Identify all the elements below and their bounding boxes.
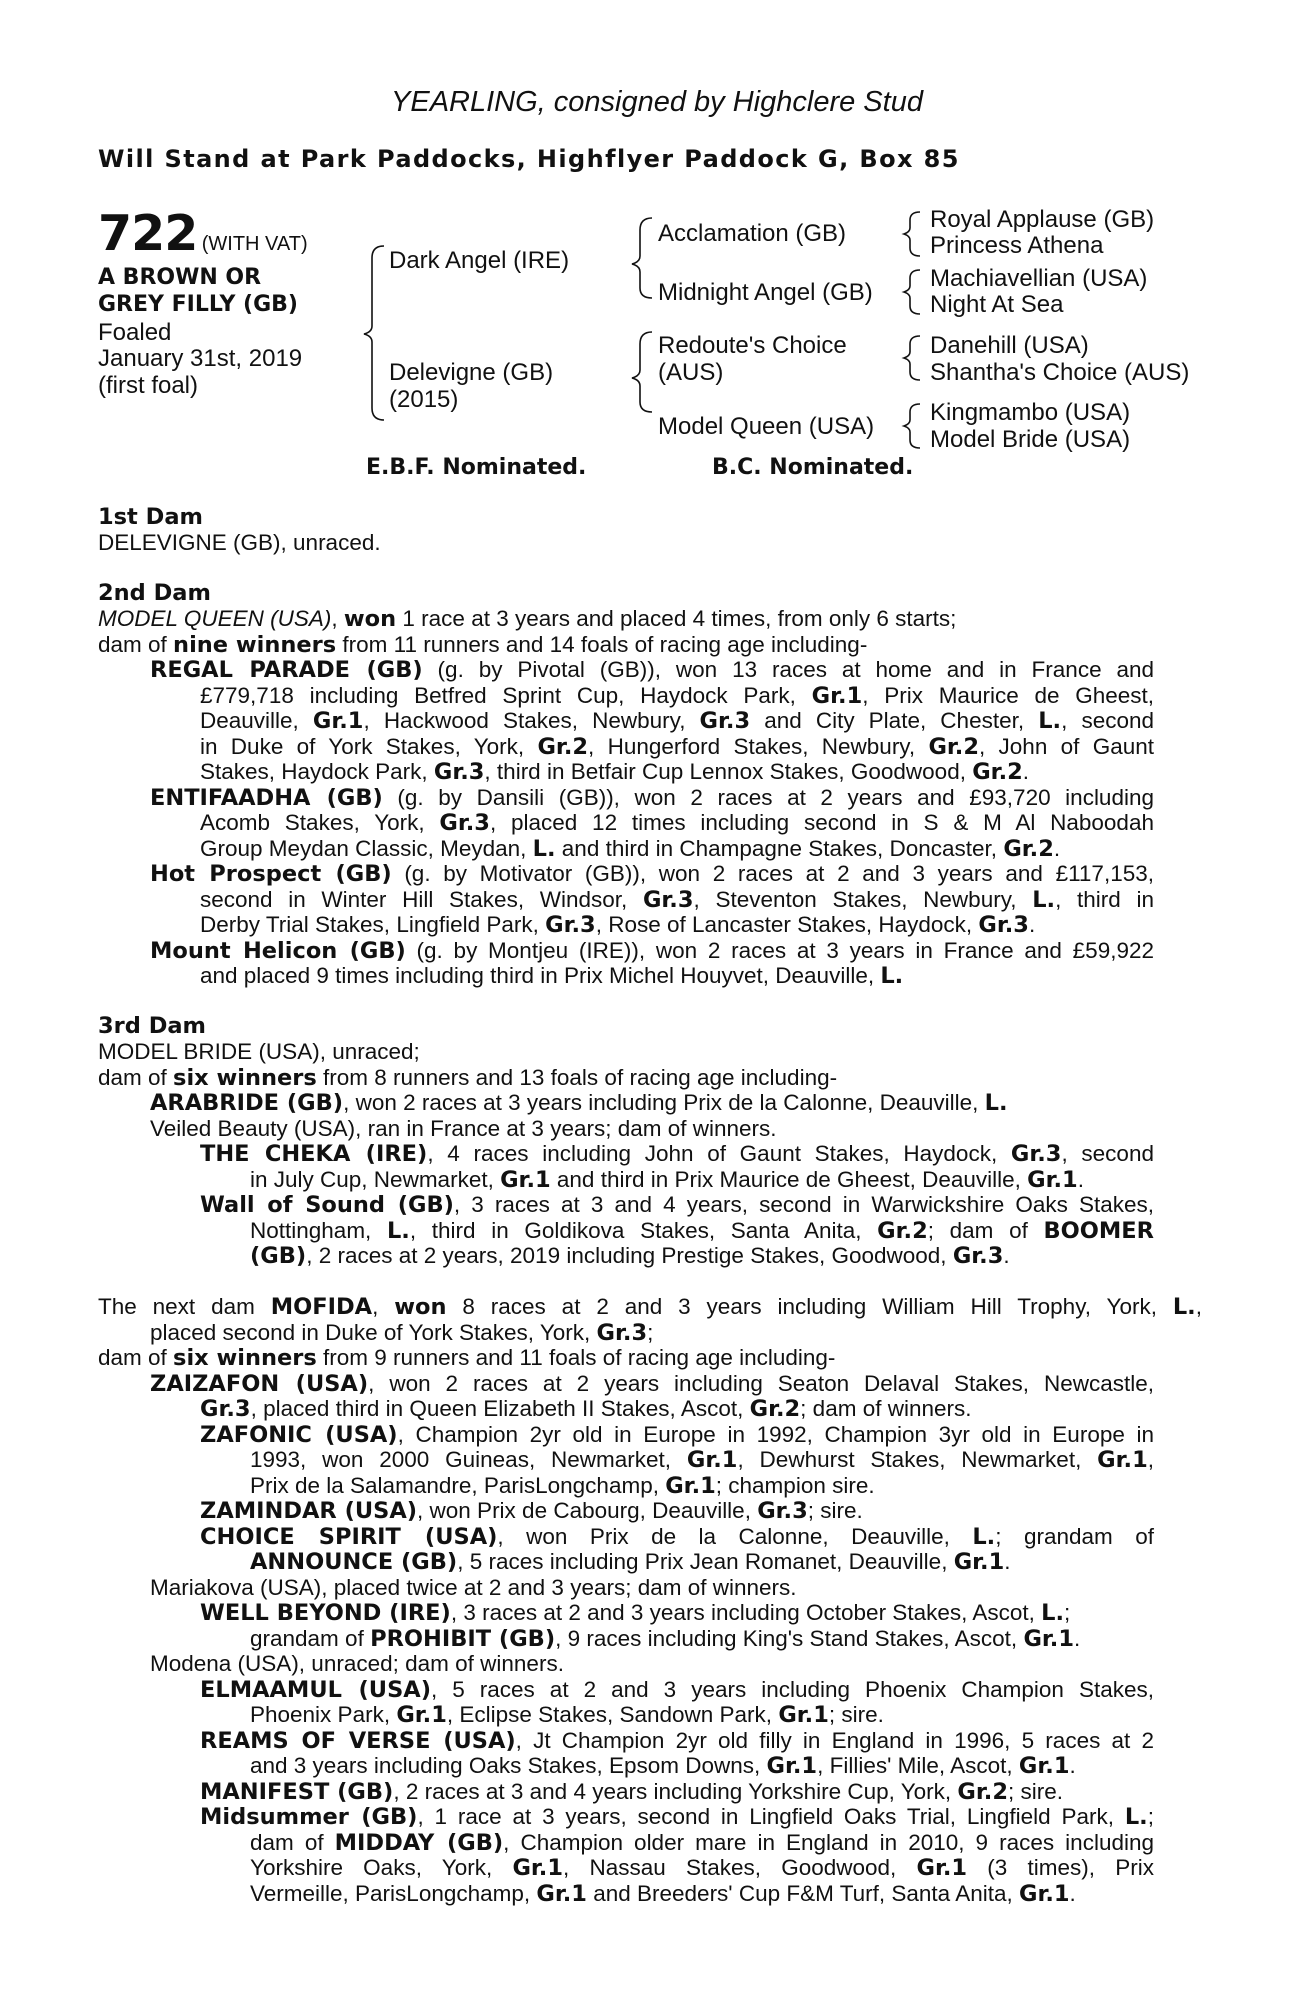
second-dam-line-11: Hot Prospect (GB) (g. by Motivator (GB)), won 2 races at 2 and 3 years and £117,153,	[150, 861, 1154, 887]
next-dam-line-21: Midsummer (GB), 1 race at 3 years, second in Lingfield Oaks Trial, Lingfield Park, L.;	[200, 1804, 1154, 1830]
next-dam-line-4: ZAIZAFON (USA), won 2 races at 2 years including Seaton Delaval Stakes, Newcastle,	[150, 1371, 1155, 1397]
third-dam-line-1: MODEL BRIDE (USA), unraced;	[98, 1039, 420, 1064]
second-dam-heading: 2nd Dam	[98, 580, 211, 606]
dam-sire: Redoute's Choice	[658, 332, 847, 359]
second-dam-line-9: Acomb Stakes, York, Gr.3, placed 12 times including second in S & M Al Naboodah	[200, 810, 1154, 836]
vat-label: (WITH VAT)	[201, 233, 308, 255]
next-dam-line-18: REAMS OF VERSE (USA), Jt Champion 2yr old filly in England in 1996, 5 races at 2	[200, 1728, 1154, 1754]
lot-description-2: GREY FILLY (GB)	[98, 292, 298, 317]
next-dam-line-16: ELMAAMUL (USA), 5 races at 2 and 3 years including Phoenix Champion Stakes,	[200, 1677, 1154, 1703]
next-dam-line-6: ZAFONIC (USA), Champion 2yr old in Europe in 1992, Champion 3yr old in Europe in	[200, 1422, 1154, 1448]
next-dam-line-23: Yorkshire Oaks, York, Gr.1, Nassau Stakes, Goodwood, Gr.1 (3 times), Prix	[250, 1855, 1154, 1881]
second-dam-line-3: REGAL PARADE (GB) (g. by Pivotal (GB)), won 13 races at home and in France and	[150, 657, 1155, 683]
ddd-name: Model Bride (USA)	[930, 426, 1131, 453]
foal-note: (first foal)	[98, 372, 199, 399]
next-dam-line-20: MANIFEST (GB), 2 races at 3 and 4 years including Yorkshire Cup, York, Gr.2; sire.	[200, 1779, 1063, 1805]
next-dam-line-24: Vermeille, ParisLongchamp, Gr.1 and Breeders' Cup F&M Turf, Santa Anita, Gr.1.	[250, 1881, 1076, 1907]
third-dam-line-2: dam of six winners from 8 runners and 13 foals of racing age including-	[98, 1065, 838, 1091]
lot-number: 722	[98, 205, 198, 262]
next-dam-line-10: CHOICE SPIRIT (USA), won Prix de la Calonne, Deauville, L.; grandam of	[200, 1524, 1154, 1550]
next-dam-line-12: Mariakova (USA), placed twice at 2 and 3 years; dam of winners.	[150, 1575, 797, 1600]
catalogue-header: YEARLING, consigned by Highclere Stud	[391, 86, 923, 118]
brace-dd	[904, 404, 920, 448]
brace-ds	[904, 336, 920, 380]
sire-dam: Midnight Angel (GB)	[658, 279, 873, 306]
third-dam-line-4: Veiled Beauty (USA), ran in France at 3 years; dam of winners.	[150, 1116, 777, 1141]
next-dam-line-2: placed second in Duke of York Stakes, York, Gr.3;	[150, 1320, 654, 1346]
sdd-name: Night At Sea	[930, 291, 1064, 318]
first-dam-heading: 1st Dam	[98, 504, 203, 530]
bc-nominated: B.C. Nominated.	[712, 455, 914, 480]
next-dam-line-5: Gr.3, placed third in Queen Elizabeth II Stakes, Ascot, Gr.2; dam of winners.	[200, 1396, 972, 1422]
second-dam-line-1: MODEL QUEEN (USA), won 1 race at 3 years and placed 4 times, from only 6 starts;	[98, 606, 957, 632]
sss-name: Royal Applause (GB)	[930, 206, 1155, 233]
brace-dam	[632, 332, 652, 412]
second-dam-line-14: Mount Helicon (GB) (g. by Montjeu (IRE)), won 2 races at 3 years in France and £59,922	[150, 938, 1155, 964]
next-dam-line-11: ANNOUNCE (GB), 5 races including Prix Jean Romanet, Deauville, Gr.1.	[250, 1549, 1011, 1575]
next-dam-line-9: ZAMINDAR (USA), won Prix de Cabourg, Deauville, Gr.3; sire.	[200, 1498, 863, 1524]
dam-sire-country: (AUS)	[658, 359, 724, 386]
sire-sire: Acclamation (GB)	[658, 220, 847, 247]
next-dam-line-8: Prix de la Salamandre, ParisLongchamp, Gr.1; champion sire.	[250, 1473, 875, 1499]
dds-name: Kingmambo (USA)	[930, 399, 1131, 426]
dss-name: Danehill (USA)	[930, 332, 1089, 359]
second-dam-line-2: dam of nine winners from 11 runners and 14 foals of racing age including-	[98, 632, 868, 658]
next-dam-line-1: The next dam MOFIDA, won 8 races at 2 and 3 years including William Hill Trophy, York, L.,	[98, 1294, 1202, 1320]
next-dam-line-19: and 3 years including Oaks Stakes, Epsom Downs, Gr.1, Fillies' Mile, Ascot, Gr.1.	[250, 1753, 1076, 1779]
dam-dam: Model Queen (USA)	[658, 413, 875, 440]
foaled-date: January 31st, 2019	[98, 345, 303, 372]
next-dam-line-15: Modena (USA), unraced; dam of winners.	[150, 1651, 564, 1676]
sire-name: Dark Angel (IRE)	[389, 247, 570, 274]
second-dam-line-5: Deauville, Gr.1, Hackwood Stakes, Newbury, Gr.3 and City Plate, Chester, L., second	[200, 708, 1154, 734]
third-dam-line-3: ARABRIDE (GB), won 2 races at 3 years including Prix de la Calonne, Deauville, L.	[150, 1090, 1008, 1116]
third-dam-line-8: Nottingham, L., third in Goldikova Stakes, Santa Anita, Gr.2; dam of BOOMER	[250, 1218, 1154, 1244]
brace-sire	[632, 218, 652, 298]
next-dam-line-17: Phoenix Park, Gr.1, Eclipse Stakes, Sandown Park, Gr.1; sire.	[250, 1702, 884, 1728]
second-dam-line-6: in Duke of York Stakes, York, Gr.2, Hungerford Stakes, Newbury, Gr.2, John of Gaunt	[200, 734, 1154, 760]
second-dam-line-4: £779,718 including Betfred Sprint Cup, Haydock Park, Gr.1, Prix Maurice de Gheest,	[200, 683, 1154, 709]
second-dam-line-7: Stakes, Haydock Park, Gr.3, third in Betfair Cup Lennox Stakes, Goodwood, Gr.2.	[200, 759, 1030, 785]
third-dam-line-9: (GB), 2 races at 2 years, 2019 including Prestige Stakes, Goodwood, Gr.3.	[250, 1243, 1010, 1269]
third-dam-line-5: THE CHEKA (IRE), 4 races including John of Gaunt Stakes, Haydock, Gr.3, second	[200, 1141, 1154, 1167]
second-dam-line-15: and placed 9 times including third in Prix Michel Houyvet, Deauville, L.	[200, 963, 904, 989]
third-dam-line-7: Wall of Sound (GB), 3 races at 3 and 4 years, second in Warwickshire Oaks Stakes,	[200, 1192, 1154, 1218]
brace-ss	[904, 212, 920, 256]
second-dam-line-12: second in Winter Hill Stakes, Windsor, Gr.3, Steventon Stakes, Newbury, L., third in	[200, 887, 1154, 913]
next-dam-line-13: WELL BEYOND (IRE), 3 races at 2 and 3 years including October Stakes, Ascot, L.;	[200, 1600, 1071, 1626]
ssd-name: Princess Athena	[930, 232, 1104, 259]
foaled-label: Foaled	[98, 319, 172, 346]
next-dam-line-14: grandam of PROHIBIT (GB), 9 races including King's Stand Stakes, Ascot, Gr.1.	[250, 1626, 1081, 1652]
dam-name: Delevigne (GB)	[389, 359, 554, 386]
next-dam-line-7: 1993, won 2000 Guineas, Newmarket, Gr.1, Dewhurst Stakes, Newmarket, Gr.1,	[250, 1447, 1154, 1473]
third-dam-heading: 3rd Dam	[98, 1013, 206, 1039]
second-dam-line-13: Derby Trial Stakes, Lingfield Park, Gr.3, Rose of Lancaster Stakes, Haydock, Gr.3.	[200, 912, 1036, 938]
sds-name: Machiavellian (USA)	[930, 265, 1148, 292]
brace-main	[364, 246, 384, 420]
second-dam-line-8: ENTIFAADHA (GB) (g. by Dansili (GB)), won 2 races at 2 years and £93,720 including	[150, 785, 1154, 811]
second-dam-line-10: Group Meydan Classic, Meydan, L. and third in Champagne Stakes, Doncaster, Gr.2.	[200, 836, 1061, 862]
stand-location: Will Stand at Park Paddocks, Highflyer Paddock G, Box 85	[98, 145, 960, 173]
next-dam-line-22: dam of MIDDAY (GB), Champion older mare in England in 2010, 9 races including	[250, 1830, 1154, 1856]
brace-sd	[904, 270, 920, 314]
first-dam-text: DELEVIGNE (GB), unraced.	[98, 530, 381, 555]
lot-description-1: A BROWN OR	[98, 265, 262, 290]
ebf-nominated: E.B.F. Nominated.	[366, 455, 587, 480]
third-dam-line-6: in July Cup, Newmarket, Gr.1 and third in Prix Maurice de Gheest, Deauville, Gr.1.	[250, 1167, 1084, 1193]
dsd-name: Shantha's Choice (AUS)	[930, 359, 1190, 386]
next-dam-line-3: dam of six winners from 9 runners and 11 foals of racing age including-	[98, 1345, 836, 1371]
dam-year: (2015)	[389, 386, 459, 413]
